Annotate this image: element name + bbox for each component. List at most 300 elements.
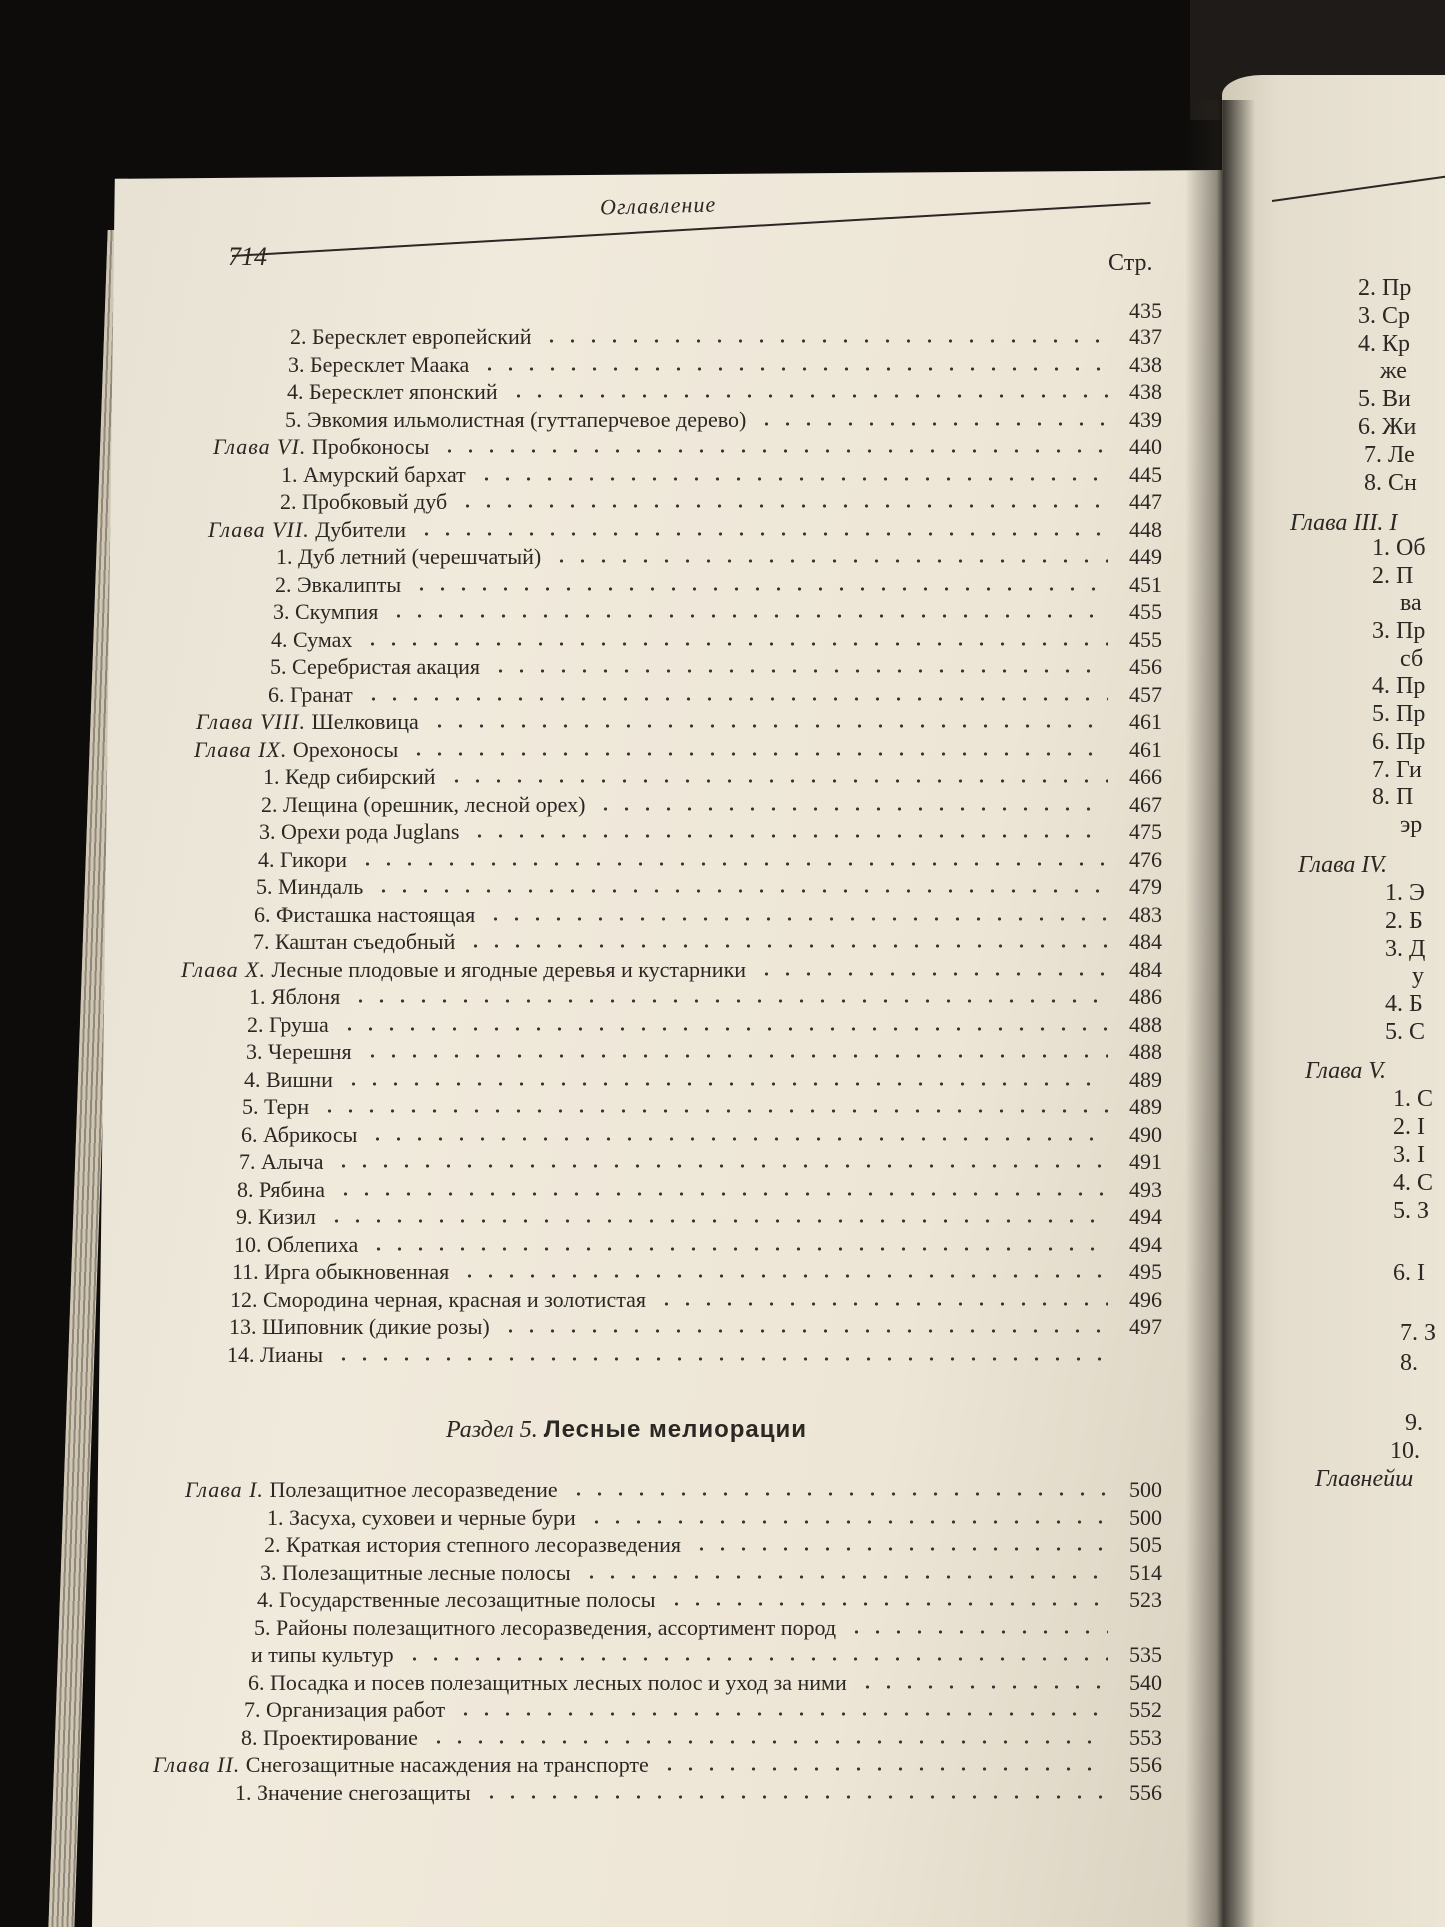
right-page-fragment: у: [1412, 963, 1424, 989]
right-page-fragment: 4. С: [1393, 1170, 1434, 1196]
toc-entry-text: Лесные плодовые и ягодные деревья и кустарники: [271, 956, 747, 982]
toc-entry-text: 3. Полезащитные лесные полосы: [260, 1559, 571, 1585]
toc-page-number: 440: [1129, 434, 1162, 459]
toc-page-number: 456: [1129, 654, 1162, 679]
toc-entry-text: Орехоносы: [292, 736, 399, 762]
toc-entry-label: [254, 1615, 836, 1641]
leader-dots: [846, 1630, 1108, 1634]
toc-page-number: 494: [1129, 1204, 1162, 1229]
toc-entry-label: [153, 1752, 649, 1778]
toc-entry-label: [288, 352, 469, 378]
toc-entry-row: [0, 1505, 1445, 1531]
toc-entry-label: [280, 489, 447, 515]
leader-dots: [469, 834, 1108, 838]
leader-dots: [508, 394, 1108, 398]
toc-entry-row: [0, 352, 1445, 378]
right-page-fragment: 7. З: [1400, 1320, 1437, 1346]
leader-dots: [459, 1274, 1108, 1278]
leader-dots: [756, 422, 1108, 426]
toc-entry-row: [0, 1560, 1445, 1586]
right-page-fragment: 2. І: [1393, 1114, 1425, 1140]
right-page-fragment: 8. П: [1372, 784, 1414, 810]
right-page-fragment: 3. Д: [1385, 936, 1426, 962]
toc-page-number: 495: [1129, 1259, 1162, 1284]
chapter-prefix: Глава X.: [181, 956, 267, 982]
leader-dots: [339, 1027, 1108, 1031]
leader-dots: [404, 1657, 1108, 1661]
leader-dots: [335, 1192, 1108, 1196]
toc-entry-text: 8. Проектирование: [241, 1724, 418, 1750]
toc-entry-row: [0, 847, 1445, 873]
chapter-prefix: Глава VIII.: [196, 709, 307, 734]
toc-entry-text: 4. Бересклет японский: [287, 379, 498, 404]
toc-entry-label: [227, 1342, 323, 1368]
toc-page-number: 437: [1129, 324, 1162, 349]
toc-entry-label: [235, 1780, 471, 1806]
toc-entry-text: Полезащитное лесоразведение: [269, 1477, 558, 1502]
right-page-fragment: 2. П: [1372, 563, 1414, 589]
toc-entry-text: 5. Эвкомия ильмолистная (гуттаперчевое дерево): [285, 406, 747, 432]
toc-page-number: 496: [1129, 1286, 1162, 1312]
toc-entry-label: [244, 1697, 445, 1723]
toc-entry-text: 6. Посадка и посев полезащитных лесных полос и уход за ними: [248, 1669, 847, 1695]
right-page-fragment: 5. З: [1393, 1198, 1430, 1224]
toc-entry-label: [275, 572, 401, 598]
right-page-fragment: 9.: [1405, 1410, 1423, 1436]
toc-page-number: 523: [1129, 1587, 1162, 1612]
leader-dots: [333, 1357, 1108, 1361]
toc-page-number: 448: [1129, 516, 1162, 542]
toc-page-number: 486: [1129, 984, 1162, 1009]
right-page-fragment: Глава V.: [1305, 1058, 1386, 1084]
toc-entry-text: Дубители: [315, 516, 407, 542]
toc-entry-row: [0, 544, 1445, 570]
toc-entry-label: [264, 1532, 681, 1558]
toc-chapter-row: [0, 1477, 1445, 1503]
toc-page-number: 467: [1129, 791, 1162, 817]
right-page-fragment: Глава IV.: [1298, 852, 1387, 878]
toc-page-number: 438: [1129, 351, 1162, 377]
toc-entry-label: [241, 1725, 418, 1751]
right-page-fragment: 1. Э: [1385, 880, 1425, 906]
leader-dots: [586, 1520, 1108, 1524]
toc-entry-label: [276, 544, 541, 570]
toc-page-number: 438: [1129, 379, 1162, 404]
toc-page-number: 489: [1129, 1066, 1162, 1092]
leader-dots: [659, 1767, 1108, 1771]
toc-entry-text: 1. Дуб летний (черешчатый): [276, 544, 542, 569]
right-page-fragment: 5. Пр: [1372, 701, 1426, 727]
toc-entry-label: [260, 1560, 571, 1586]
toc-entry-text: 3. Скумпия: [273, 599, 379, 624]
toc-entry-text: 1. Амурский бархат: [281, 461, 466, 487]
toc-page-number: 535: [1129, 1642, 1162, 1667]
chapter-prefix: Глава VII.: [208, 516, 310, 542]
toc-page-number: 476: [1129, 846, 1162, 872]
toc-entry-row: [0, 1094, 1445, 1120]
leader-dots: [411, 587, 1108, 591]
right-page-fragment: 8. Сн: [1364, 470, 1417, 496]
toc-page-number: 455: [1129, 626, 1162, 652]
toc-entry-text: 1. Кедр сибирский: [263, 764, 436, 789]
toc-entry-row: [0, 599, 1445, 625]
toc-entry-label: [290, 324, 531, 350]
toc-entry-row: [0, 1532, 1445, 1558]
toc-entry-row: [0, 1587, 1445, 1613]
toc-page-number: 483: [1129, 901, 1162, 927]
toc-page-number: 553: [1129, 1724, 1162, 1750]
section-prefix: Раздел 5.: [446, 1417, 538, 1443]
toc-entry-text: 3. Бересклет Маака: [288, 351, 470, 377]
toc-entry-text: 2. Краткая история степного лесоразведения: [264, 1532, 682, 1557]
toc-entry-label: [247, 1012, 329, 1038]
leader-dots: [439, 449, 1108, 453]
leader-dots: [350, 999, 1108, 1003]
right-page-fragment: эр: [1400, 812, 1423, 838]
right-page-fragment: 8.: [1400, 1350, 1418, 1376]
running-title: Оглавление: [599, 191, 717, 220]
right-page-fragment: 1. Об: [1372, 535, 1426, 561]
toc-page-number: 479: [1129, 874, 1162, 899]
toc-entry-text: 1. Засуха, суховеи и черные бури: [267, 1504, 576, 1530]
toc-entry-text: 1. Яблоня: [249, 984, 341, 1009]
toc-entry-row: [0, 929, 1445, 955]
toc-entry-label: [270, 654, 480, 680]
leader-dots: [357, 862, 1108, 866]
toc-page-number: 540: [1129, 1669, 1162, 1695]
toc-entry-label: [244, 1067, 333, 1093]
toc-entry-row: [0, 379, 1445, 405]
toc-entry-row: [0, 1342, 1445, 1368]
leader-dots: [408, 752, 1108, 756]
toc-page-number: 445: [1129, 461, 1162, 487]
right-page-fragment: 5. Ви: [1358, 386, 1411, 412]
toc-entry-label: [249, 984, 340, 1010]
toc-entry-label: [263, 764, 436, 790]
toc-chapter-row: [0, 709, 1445, 735]
toc-entry-label: [271, 627, 352, 653]
toc-entry-row: [0, 1615, 1445, 1641]
toc-entry-text: 7. Алыча: [239, 1149, 324, 1174]
toc-entry-row: [0, 792, 1445, 818]
toc-entry-label: [273, 599, 378, 625]
toc-entry-label: [234, 1232, 358, 1258]
toc-page-number: 556: [1129, 1752, 1162, 1777]
toc-entry-text: 1. Значение снегозащиты: [235, 1779, 471, 1805]
leader-dots: [479, 367, 1108, 371]
right-page-fragment: ва: [1400, 590, 1422, 616]
right-page-fragment: 3. І: [1393, 1142, 1425, 1168]
toc-page-number: 461: [1129, 709, 1162, 734]
toc-page-number: 494: [1129, 1231, 1162, 1257]
toc-entry-text: 2. Груша: [247, 1011, 329, 1037]
toc-chapter-row: [0, 517, 1445, 543]
leader-dots: [485, 917, 1108, 921]
toc-entry-row: [0, 324, 1445, 350]
toc-chapter-row: [0, 737, 1445, 763]
right-page-fragment: Глава III. I: [1290, 510, 1398, 536]
leader-dots: [367, 1137, 1108, 1141]
leader-dots: [465, 944, 1108, 948]
toc-entry-row: [0, 902, 1445, 928]
toc-entry-row: [0, 407, 1445, 433]
toc-entry-label: [239, 1149, 323, 1175]
leader-dots: [388, 614, 1108, 618]
toc-entry-label: [242, 1094, 309, 1120]
right-page-header-rule: [1272, 175, 1445, 202]
toc-entry-label: [208, 517, 406, 543]
toc-entry-label: [232, 1259, 449, 1285]
leader-dots: [343, 1082, 1108, 1086]
toc-entry-row: [0, 1287, 1445, 1313]
toc-entry-text: Шелковица: [311, 709, 419, 734]
toc-page-number: 556: [1129, 1779, 1162, 1805]
toc-entry-text: и типы культур: [251, 1642, 394, 1667]
toc-entry-text: 7. Организация работ: [244, 1697, 446, 1722]
leader-dots: [568, 1492, 1108, 1496]
toc-entry-label: [259, 819, 459, 845]
leader-dots: [368, 1247, 1108, 1251]
toc-entry-label: [258, 847, 347, 873]
toc-entry-text: 10. Облепиха: [234, 1231, 359, 1257]
toc-page-number: 497: [1129, 1314, 1162, 1339]
leader-dots: [373, 889, 1108, 893]
toc-entry-text: 6. Фисташка настоящая: [254, 901, 476, 927]
chapter-prefix: Глава VI.: [213, 434, 307, 459]
toc-entry-label: [181, 957, 746, 983]
toc-entry-text: 2. Лещина (орешник, лесной орех): [261, 791, 586, 817]
right-page-fragment: 2. Б: [1385, 908, 1423, 934]
toc-entry-row: [0, 1642, 1445, 1668]
toc-page-number: 488: [1129, 1039, 1162, 1064]
toc-entry-text: 4. Сумах: [271, 626, 353, 652]
toc-entry-row: [0, 1725, 1445, 1751]
toc-page-number: 500: [1129, 1504, 1162, 1530]
leader-dots: [363, 697, 1108, 701]
toc-page-number: 491: [1129, 1149, 1162, 1174]
right-page-fragment: 4. Пр: [1372, 673, 1426, 699]
toc-page-number: 505: [1129, 1532, 1162, 1557]
right-page-fragment: же: [1380, 358, 1407, 384]
page-number: 714: [228, 242, 267, 271]
toc-entry-text: 2. Пробковый дуб: [280, 489, 448, 514]
toc-entry-label: [261, 792, 585, 818]
toc-entry-text: 5. Миндаль: [256, 874, 364, 899]
right-page-fragment: 4. Б: [1385, 991, 1423, 1017]
toc-entry-label: [241, 1122, 357, 1148]
chapter-prefix: Глава I.: [185, 1477, 264, 1502]
toc-entry-label: [185, 1477, 558, 1503]
toc-entry-row: [0, 627, 1445, 653]
toc-page-number: 447: [1129, 489, 1162, 514]
toc-entry-label: [236, 1204, 316, 1230]
toc-entry-row: [0, 654, 1445, 680]
toc-entry-label: [287, 379, 498, 405]
toc-entry-text: 13. Шиповник (дикие розы): [229, 1314, 490, 1339]
right-page-fragment: 3. Ср: [1358, 303, 1411, 329]
toc-page-number: 552: [1129, 1697, 1162, 1722]
toc-page-number: 514: [1129, 1559, 1162, 1585]
leader-dots: [457, 504, 1108, 508]
leader-dots: [481, 1795, 1108, 1799]
section-heading: [446, 1416, 807, 1444]
right-page-fragment: 1. С: [1393, 1086, 1434, 1112]
toc-entry-row: [0, 1012, 1445, 1038]
right-page-fragment: 7. Ги: [1372, 757, 1422, 783]
toc-entry-row: [0, 682, 1445, 708]
right-page-fragment: 6. І: [1393, 1260, 1425, 1286]
toc-page-number: 484: [1129, 929, 1162, 954]
right-page-fragment: 6. Жи: [1358, 414, 1417, 440]
toc-page-number: 455: [1129, 599, 1162, 624]
toc-entry-text: 14. Лианы: [227, 1341, 324, 1367]
leader-dots: [428, 1740, 1108, 1744]
toc-entry-row: [0, 984, 1445, 1010]
toc-entry-row: [0, 1177, 1445, 1203]
toc-page-number: 439: [1129, 406, 1162, 432]
leader-dots: [476, 477, 1108, 481]
leader-dots: [319, 1109, 1108, 1113]
right-page-fragment: сб: [1400, 646, 1424, 672]
toc-page-number: 449: [1129, 544, 1162, 569]
leader-dots: [656, 1302, 1108, 1306]
toc-entry-row: [0, 874, 1445, 900]
toc-entry-label: [251, 1642, 394, 1668]
right-page-fragment: 2. Пр: [1358, 275, 1412, 301]
toc-entry-label: [194, 737, 398, 763]
toc-page-number: 461: [1129, 736, 1162, 762]
toc-entry-row: [0, 1232, 1445, 1258]
toc-entry-row: [0, 1067, 1445, 1093]
toc-entry-text: 3. Черешня: [246, 1039, 352, 1064]
toc-entry-text: Снегозащитные насаждения на транспорте: [245, 1752, 649, 1777]
right-page-fragment: 6. Пр: [1372, 729, 1426, 755]
toc-entry-text: 2. Бересклет европейский: [290, 324, 532, 349]
leader-dots: [362, 1054, 1108, 1058]
toc-entry-row: [0, 1314, 1445, 1340]
toc-entry-row: [0, 1670, 1445, 1696]
right-page-fragment: 5. С: [1385, 1019, 1426, 1045]
toc-entry-label: [253, 929, 455, 955]
leader-dots: [333, 1164, 1108, 1168]
page-column-label: Стр.: [1108, 250, 1153, 276]
toc-page-number: 488: [1129, 1011, 1162, 1037]
toc-entry-text: 8. Рябина: [237, 1176, 326, 1202]
toc-entry-row: [0, 1039, 1445, 1065]
leader-dots: [551, 559, 1108, 563]
toc-chapter-row: [0, 434, 1445, 460]
toc-entry-label: [196, 709, 419, 735]
chapter-prefix: Глава II.: [153, 1752, 241, 1777]
toc-entry-text: 7. Каштан съедобный: [253, 929, 456, 954]
leader-dots: [362, 642, 1108, 646]
toc-entry-label: [237, 1177, 325, 1203]
leader-dots: [541, 339, 1108, 343]
toc-entry-label: [268, 682, 353, 708]
toc-entry-label: [267, 1505, 576, 1531]
toc-entry-label: [257, 1587, 656, 1613]
toc-entry-row: [0, 489, 1445, 515]
toc-entry-row: [0, 1259, 1445, 1285]
toc-chapter-row: [0, 1752, 1445, 1778]
toc-page-number: 490: [1129, 1121, 1162, 1147]
leader-dots: [581, 1575, 1108, 1579]
leader-dots: [857, 1685, 1108, 1689]
toc-entry-row: [0, 819, 1445, 845]
right-page-fragment: 3. Пр: [1372, 618, 1426, 644]
toc-entry-text: 4. Гикори: [258, 846, 347, 872]
toc-entry-label: [229, 1314, 490, 1340]
toc-entry-label: [281, 462, 466, 488]
toc-entry-label: [230, 1287, 646, 1313]
toc-page-number: 475: [1129, 819, 1162, 844]
chapter-prefix: Глава IX.: [194, 736, 288, 762]
toc-entry-row: [0, 462, 1445, 488]
leader-dots: [429, 724, 1108, 728]
right-page-fragment: 10.: [1390, 1438, 1420, 1464]
toc-entry-text: 4. Государственные лесозащитные полосы: [257, 1587, 656, 1612]
toc-entry-text: 9. Кизил: [236, 1204, 316, 1229]
right-page-fragment: 7. Ле: [1364, 442, 1415, 468]
toc-entry-text: Пробконосы: [311, 434, 430, 459]
toc-entry-label: [213, 434, 429, 460]
toc-entry-row: [0, 1122, 1445, 1148]
toc-entry-text: 5. Терн: [242, 1094, 310, 1119]
toc-entry-row: [0, 1204, 1445, 1230]
toc-page-number: 500: [1129, 1477, 1162, 1502]
toc-page-number: 457: [1129, 681, 1162, 707]
section-title: Лесные мелиорации: [543, 1416, 808, 1443]
leader-dots: [595, 807, 1108, 811]
leader-dots: [326, 1219, 1108, 1223]
toc-top-page: 435: [1129, 298, 1162, 323]
right-page-fragment: Главнейш: [1315, 1466, 1414, 1492]
toc-page-number: 451: [1129, 571, 1162, 597]
toc-entry-text: 3. Орехи рода Juglans: [259, 819, 460, 844]
toc-entry-row: [0, 572, 1445, 598]
toc-entry-label: [256, 874, 363, 900]
toc-entry-text: 12. Смородина черная, красная и золотистая: [230, 1286, 646, 1312]
toc-entry-label: [254, 902, 475, 928]
toc-entry-label: [248, 1670, 847, 1696]
leader-dots: [490, 669, 1108, 673]
toc-entry-text: 2. Эвкалипты: [275, 571, 402, 597]
toc-entry-row: [0, 764, 1445, 790]
toc-entry-row: [0, 1149, 1445, 1175]
toc-entry-text: 5. Серебристая акация: [270, 654, 481, 679]
leader-dots: [446, 779, 1108, 783]
toc-entry-row: [0, 1697, 1445, 1723]
toc-entry-text: 6. Абрикосы: [241, 1121, 358, 1147]
toc-page-number: 493: [1129, 1176, 1162, 1202]
toc-entry-text: 6. Гранат: [268, 681, 353, 707]
toc-entry-label: [285, 407, 746, 433]
toc-entry-row: [0, 1780, 1445, 1806]
toc-page-number: 484: [1129, 956, 1162, 982]
toc-entry-text: 5. Районы полезащитного лесоразведения, ассортимент пород: [254, 1614, 837, 1640]
toc-entry-label: [246, 1039, 352, 1065]
leader-dots: [455, 1712, 1108, 1716]
right-page-fragment: 4. Кр: [1358, 331, 1411, 357]
leader-dots: [691, 1547, 1108, 1551]
toc-chapter-row: [0, 957, 1445, 983]
leader-dots: [756, 972, 1108, 976]
leader-dots: [666, 1602, 1108, 1606]
toc-page-number: 466: [1129, 764, 1162, 789]
leader-dots: [416, 532, 1108, 536]
toc-entry-text: 4. Вишни: [244, 1066, 333, 1092]
toc-entry-text: 11. Ирга обыкновенная: [232, 1259, 450, 1284]
